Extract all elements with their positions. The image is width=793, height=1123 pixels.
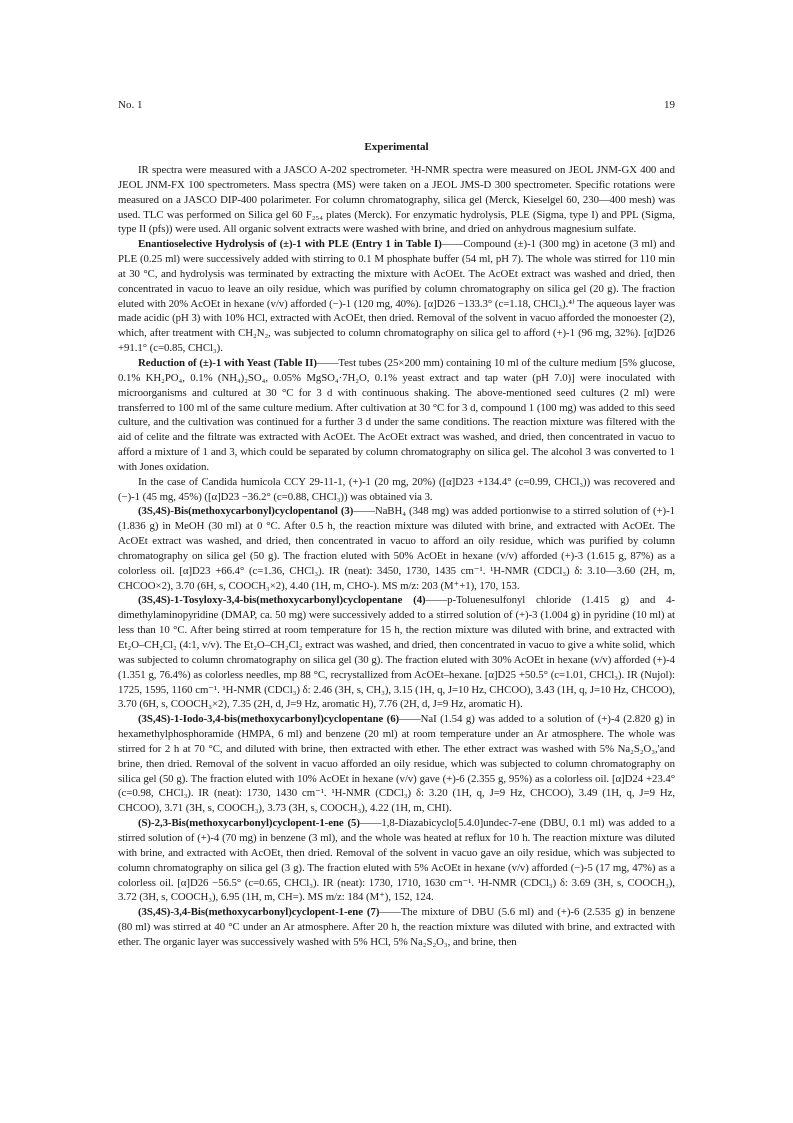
paragraph-body: ——Test tubes (25×200 mm) containing 10 ml of the culture medium [5% glucose, 0.1% KH₂PO₄, 0.1% (NH₄)₂SO₄, 0.05% MgSO₄·7H₂O, 0.1% yeast extract and tap water (pH 7.0)] were inoculated with microorganisms and cultured at 30 °C for 3 d with continuous shaking. The above-mentioned seed cultures (2 ml) were transferred to 100 ml of the same culture medium. After cultivation at 30 °C for 3 d, compound 1 (100 mg) was added to this seed culture, and the cultivation was continued for a further 3 d under the same conditions. The reaction mixture was filtered with the aid of celite and the filtrate was extracted with AcOEt. The AcOEt extract was washed, and dried, then concentrated in vacuo to afford a mixture of 1 and 3, which could be separated by column chromatography on silica gel. The alcohol 3 was converted to 1 with Jones oxidation. [118, 356, 675, 473]
paragraph-instruments [118, 163, 675, 237]
paragraph-compound-4 [118, 593, 675, 712]
paragraph-heading: (3S,4S)-Bis(methoxycarbonyl)cyclopentanol (3) [138, 505, 354, 518]
paragraph-body: ——1,8-Diazabicyclo[5.4.0]undec-7-ene (DBU, 0.1 ml) was added to a stirred solution of (+)-4 (70 mg) in benzene (3 ml), and the whole was heated at reflux for 10 h. The reaction mixture was diluted with brine, and extracted with AcOEt, then dried. Removal of the solvent in vacuo gave an oily residue, which was subjected to column chromatography on silica gel (3 g). The fraction eluted with 5% AcOEt in hexane (v/v) afforded (−)-5 (17 mg, 47%) as a colorless oil. [α]D26 −56.5° (c=0.65, CHCl₃). IR (neat): 1730, 1710, 1630 cm⁻¹. ¹H-NMR (CDCl₃) δ: 3.69 (3H, s, COOCH₃), 3.72 (3H, s, COOCH₃), 6.95 (1H, m, CH=). MS m/z: 184 (M⁺), 152, 124. [118, 817, 675, 904]
paragraph-body: ——The mixture of DBU (5.6 ml) and (+)-6 (2.535 g) in benzene (80 ml) was stirred at 40 °C under an Ar atmosphere. After 20 h, the reaction mixture was diluted with brine, and extracted with ether. The organic layer was successively washed with 5% HCl, 5% Na₂S₂O₃, and brine, then [118, 906, 675, 948]
paragraph-compound-6 [118, 712, 675, 816]
paragraph-body: In the case of Candida humicola CCY 29-11-1, (+)-1 (20 mg, 20%) ([α]D23 +134.4° (c=0.99, CHCl₃)) was recovered and (−)-1 (45 mg, 45%) ([α]D23 −36.2° (c=0.88, CHCl₃)) was obtained via 3. [118, 475, 675, 503]
paragraph-body: ——p-Toluenesulfonyl chloride (1.415 g) and 4-dimethylaminopyridine (DMAP, ca. 50 mg) were successively added to a stirred solution of (+)-3 (1.004 g) in pyridine (10 ml) at less than 10 °C. After being stirred at room temperature for 15 h, the rection mixture was diluted with brine, and extracted with Et₂O–CH₂Cl₂ (4:1, v/v). The Et₂O–CH₂Cl₂ extract was washed, and dried, then concentrated in vacuo to give a white solid, which was subjected to column chromatography on silica gel (30 g). The fraction eluted with 30% AcOEt in hexane (v/v) afforded (+)-4 (1.351 g, 76.4%) as colorless needles, mp 88 °C, recrystallized from AcOEt–hexane. [α]D25 +50.5° (c=1.01, CHCl₃). IR (Nujol): 1725, 1595, 1160 cm⁻¹. ¹H-NMR (CDCl₃) δ: 2.46 (3H, s, CH₃), 3.15 (1H, q, J=10 Hz, CHCOO), 3.43 (1H, q, J=10 Hz, CHCOO), 3.70 (6H, s, COOCH₃×2), 7.35 (2H, d, J=9 Hz, aromatic H), 7.76 (2H, d, J=9 Hz, aromatic H). [118, 594, 675, 711]
paragraph-heading: Reduction of (±)-1 with Yeast (Table II) [138, 356, 317, 369]
paragraph-ple-hydrolysis [118, 237, 675, 356]
paragraph-body: IR spectra were measured with a JASCO A-202 spectrometer. ¹H-NMR spectra were measured on JEOL JNM-GX 400 and JEOL JNM-FX 100 spectrometers. Mass spectra (MS) were taken on a JEOL JMS-D 300 spectrometer. Specific rotations were measured on a JASCO DIP-400 polarimeter. For column chromatography, silica gel (Merck, Kieselgel 60, 230—400 mesh) was used. TLC was performed on Silica gel 60 F₂₅₄ plates (Merck). For enzymatic hydrolysis, PLE (Sigma, type I) and PPL (Sigma, type II (pfs)) were used. All organic solvent extracts were washed with brine, and dried on anhydrous magnesium sulfate. [118, 164, 675, 236]
issue-number: No. 1 [118, 99, 143, 111]
section-title: Experimental [364, 141, 429, 153]
paragraph-compound-5 [118, 816, 675, 905]
paragraph-compound-7 [118, 905, 675, 950]
paragraph-body: ——NaI (1.54 g) was added to a solution of (+)-4 (2.820 g) in hexamethylphosphoramide (HMPA, 6 ml) and benzene (20 ml) at room temperature under an Ar atmosphere. The whole was stirred for 2 h at 70 °C, and diluted with brine, then extracted with ether. The ether extract was washed with 5% Na₂S₂O₃,'and brine, then dried. Removal of the solvent in vacuo afforded an oily residue, which was subjected to column chromatography on silica gel (50 g). The fraction eluted with 10% AcOEt in hexane (v/v) gave (+)-6 (2.355 g, 95%) as a colorless oil. [α]D24 +23.4° (c=0.98, CHCl₃). IR (neat): 1730, 1430 cm⁻¹. ¹H-NMR (CDCl₃) δ: 3.20 (1H, q, J=9 Hz, CHCOO), 3.49 (1H, q, J=9 Hz, CHCOO), 3.71 (3H, s, COOCH₃), 3.73 (3H, s, COOCH₃), 4.22 (1H, m, CHI). [118, 713, 675, 815]
paragraph-heading: Enantioselective Hydrolysis of (±)-1 with PLE (Entry 1 in Table I) [138, 238, 442, 251]
paragraph-heading: (3S,4S)-1-Tosyloxy-3,4-bis(methoxycarbonyl)cyclopentane (4) [138, 594, 426, 607]
paragraph-yeast-reduction [118, 356, 675, 475]
paragraph-heading: (S)-2,3-Bis(methoxycarbonyl)cyclopent-1-ene (5) [138, 817, 360, 830]
paragraph-body: ——Compound (±)-1 (300 mg) in acetone (3 ml) and PLE (0.25 ml) were successively added with stirring to 0.1 M phosphate buffer (54 ml, pH 7). The whole was stirred for 110 min at 30 °C, and hydrolysis was terminated by extracting the mixture with AcOEt. The AcOEt extract was washed and dried, then concentrated in vacuo to leave an oily residue, which was purified by column chromatography on silica gel (20 g). The fraction eluted with 20% AcOEt in hexane (v/v) afforded (−)-1 (120 mg, 40%). [α]D26 −133.3° (c=1.18, CHCl₃).⁴⁾ The aqueous layer was made acidic (pH 3) with 10% HCl, extracted with AcOEt, then dried. Removal of the solvent in vacuo afforded the monoester (2), which, after treatment with CH₂N₂, was subjected to column chromatography on silica gel to afford (+)-1 (96 mg, 32%). [α]D26 +91.1° (c=0.85, CHCl₃). [118, 238, 675, 355]
paragraph-compound-3 [118, 504, 675, 593]
paragraph-body: ——NaBH₄ (348 mg) was added portionwise to a stirred solution of (+)-1 (1.836 g) in MeOH (30 ml) at 0 °C. After 0.5 h, the reaction mixture was diluted with brine, and extracted with AcOEt. The AcOEt extract was washed, and dried, then concentrated in vacuo to afford an oily residue, which was purified by column chromatography on silica gel (50 g). The fraction eluted with 50% AcOEt in hexane (v/v) afforded (+)-3 (1.615 g, 87%) as a colorless oil. [α]D23 +66.4° (c=1.36, CHCl₃). IR (neat): 3450, 1730, 1435 cm⁻¹. ¹H-NMR (CDCl₃) δ: 3.10—3.60 (2H, m, CHCOO×2), 3.70 (6H, s, COOCH₃×2), 4.40 (1H, m, CHO-). MS m/z: 203 (M⁺+1), 170, 153. [118, 505, 675, 592]
article-body [118, 140, 675, 950]
paragraph-heading: (3S,4S)-1-Iodo-3,4-bis(methoxycarbonyl)cyclopentane (6) [138, 713, 400, 726]
paragraph-heading: (3S,4S)-3,4-Bis(methoxycarbonyl)cyclopent-1-ene (7) [138, 906, 380, 919]
paragraph-candida [118, 475, 675, 505]
page-number: 19 [664, 99, 675, 111]
running-header [118, 99, 675, 115]
